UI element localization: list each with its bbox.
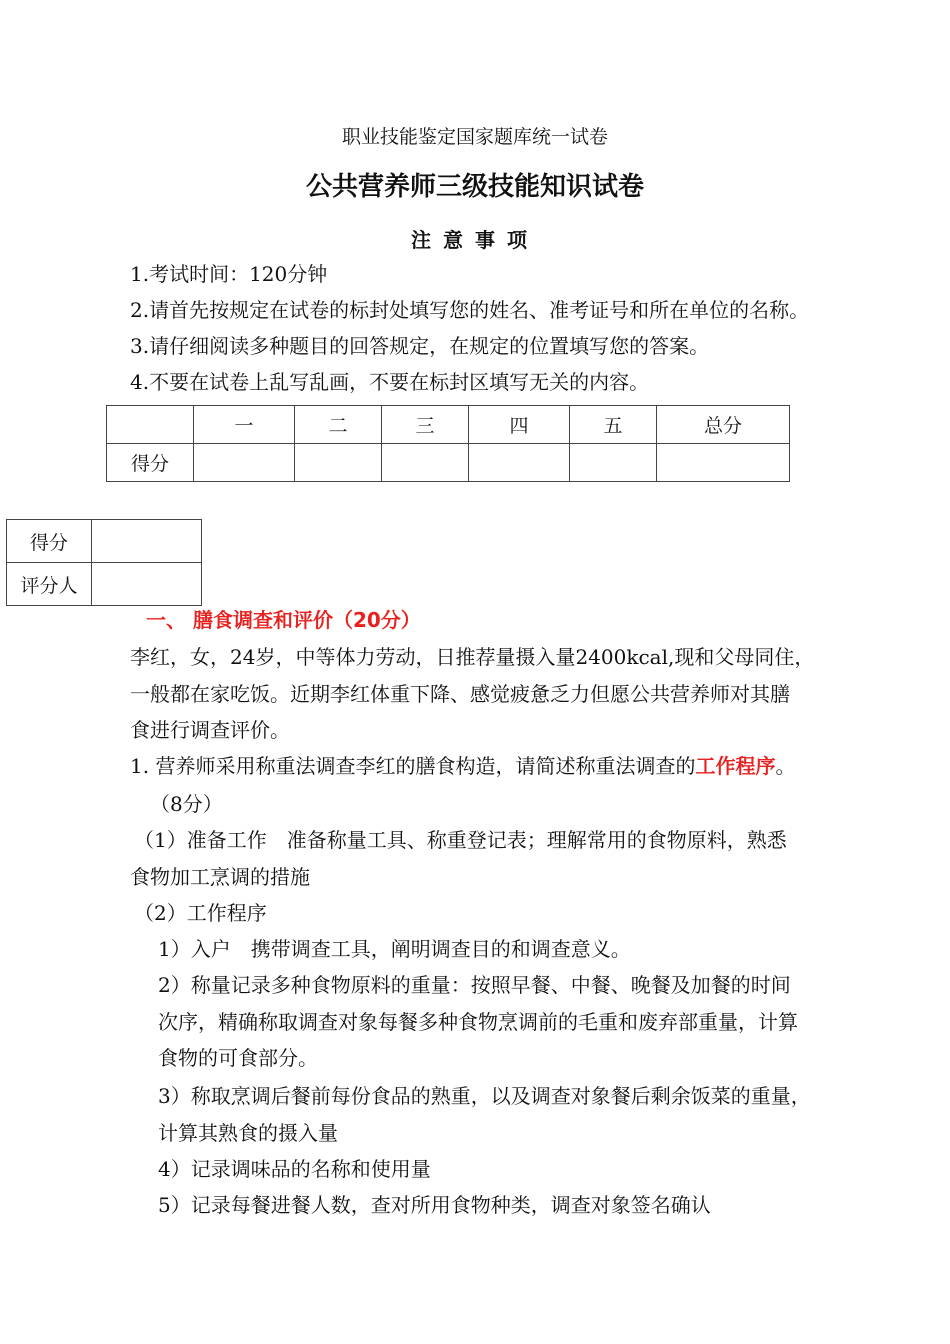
score-table-score-row xyxy=(107,444,790,482)
section-heading: 一、 膳食调查和评价（20分） xyxy=(146,608,421,632)
score-row-label: 得分 xyxy=(107,444,194,482)
score-table-header: 三 xyxy=(382,406,469,444)
question-1-highlight: 工作程序 xyxy=(695,754,776,778)
question-1 xyxy=(130,753,795,779)
score-cell[interactable] xyxy=(570,444,657,482)
answer-line: 食物的可食部分。 xyxy=(158,1046,318,1070)
answer-line: 2）称量记录多种食物原料的重量：按照早餐、中餐、晚餐及加餐的时间 xyxy=(158,973,791,997)
scenario-line: 食进行调查评价。 xyxy=(130,718,290,742)
score-table-header: 一 xyxy=(194,406,295,444)
notice-item: 2.请首先按规定在试卷的标封处填写您的姓名、准考证号和所在单位的名称。 xyxy=(130,298,810,322)
answer-line: 食物加工烹调的措施 xyxy=(130,865,310,889)
notice-item: 1.考试时间：120分钟 xyxy=(130,262,328,286)
grader-table xyxy=(6,519,202,606)
grader-score-cell[interactable] xyxy=(92,520,202,563)
score-table-header: 四 xyxy=(469,406,570,444)
score-table xyxy=(106,405,790,482)
answer-line: 次序，精确称取调查对象每餐多种食物烹调前的毛重和废弃部重量，计算 xyxy=(158,1010,798,1034)
exam-title: 公共营养师三级技能知识试卷 xyxy=(305,172,644,202)
answer-line: 3）称取烹调后餐前每份食品的熟重，以及调查对象餐后剩余饭菜的重量， xyxy=(158,1084,811,1108)
answer-line: （2）工作程序 xyxy=(134,901,267,925)
answer-line: （1）准备工作 准备称量工具、称重登记表；理解常用的食物原料，熟悉 xyxy=(134,828,787,852)
score-table-header: 五 xyxy=(570,406,657,444)
score-table-header: 总分 xyxy=(657,406,790,444)
question-1-suffix: 。 xyxy=(775,754,796,778)
score-table-header: 二 xyxy=(295,406,382,444)
answer-line: 4）记录调味品的名称和使用量 xyxy=(158,1157,431,1181)
question-1-points: （8分） xyxy=(150,792,223,816)
grader-score-label: 得分 xyxy=(7,520,92,563)
question-1-prefix: 1. 营养师采用称重法调查李红的膳食构造，请简述称重法调查的 xyxy=(130,754,696,778)
scenario-line: 一般都在家吃饭。近期李红体重下降、感觉疲惫乏力但愿公共营养师对其膳 xyxy=(130,682,790,706)
grader-name-label: 评分人 xyxy=(7,563,92,606)
grader-name-cell[interactable] xyxy=(92,563,202,606)
score-cell[interactable] xyxy=(657,444,790,482)
answer-line: 1）入户 携带调查工具，阐明调查目的和调查意义。 xyxy=(158,937,631,961)
answer-line: 计算其熟食的摄入量 xyxy=(158,1121,338,1145)
score-table-header-row xyxy=(107,406,790,444)
score-cell[interactable] xyxy=(295,444,382,482)
score-table-corner xyxy=(107,406,194,444)
notice-heading: 注意事项 xyxy=(411,228,539,252)
notice-item: 3.请仔细阅读多种题目的回答规定，在规定的位置填写您的答案。 xyxy=(130,334,710,358)
score-cell[interactable] xyxy=(382,444,469,482)
score-cell[interactable] xyxy=(469,444,570,482)
notice-item: 4.不要在试卷上乱写乱画，不要在标封区填写无关的内容。 xyxy=(130,370,650,394)
exam-subtitle: 职业技能鉴定国家题库统一试卷 xyxy=(341,126,608,148)
score-cell[interactable] xyxy=(194,444,295,482)
answer-line: 5）记录每餐进餐人数，查对所用食物种类，调查对象签名确认 xyxy=(158,1193,711,1217)
scenario-line: 李红，女，24岁，中等体力劳动，日推荐量摄入量2400kcal,现和父母同住， xyxy=(130,645,815,669)
